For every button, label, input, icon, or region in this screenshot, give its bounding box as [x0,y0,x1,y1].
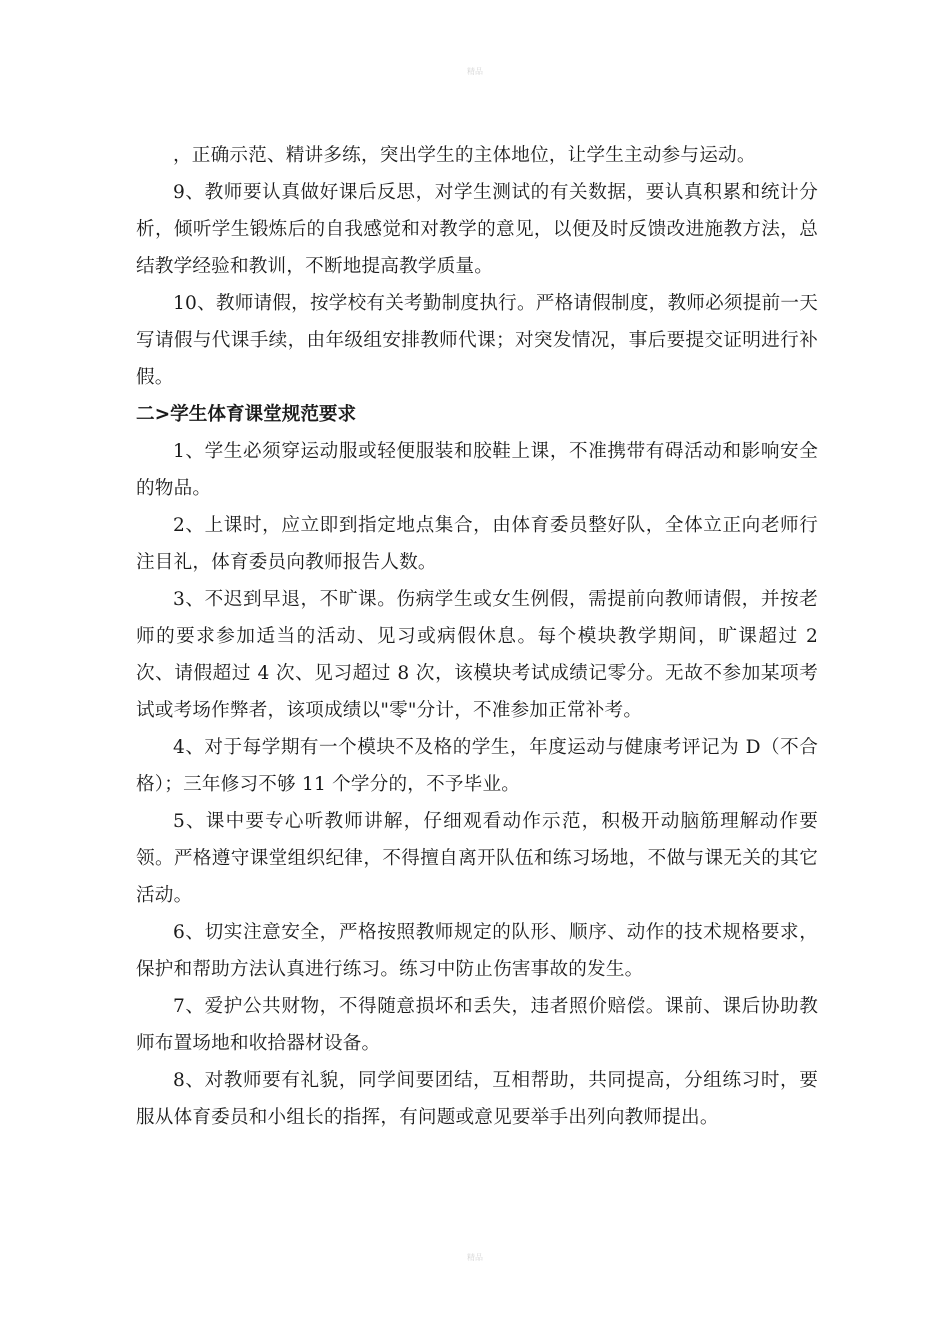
paragraph: 5、课中要专心听教师讲解，仔细观看动作示范，积极开动脑筋理解动作要领。严格遵守课堂组织纪律，不得擅自离开队伍和练习场地，不做与课无关的其它活动。 [136,811,818,906]
footer-watermark: 精品 [467,1253,483,1262]
paragraph: 3、不迟到早退，不旷课。伤病学生或女生例假，需提前向教师请假，并按老师的要求参加适当的活动、见习或病假休息。每个模块教学期间，旷课超过 2 次、请假超过 4 次、见习超过 8 次，该模块考试成绩记零分。无故不参加某项考试或考场作弊者，该项成绩以"零"分计，不准参加正常补考。 [136,589,818,721]
paragraph: 9、教师要认真做好课后反思，对学生测试的有关数据，要认真积累和统计分析，倾听学生锻炼后的自我感觉和对教学的意见，以便及时反馈改进施教方法，总结教学经验和教训，不断地提高教学质量。 [136,182,818,277]
paragraph: 6、切实注意安全，严格按照教师规定的队形、顺序、动作的技术规格要求，保护和帮助方法认真进行练习。练习中防止伤害事故的发生。 [136,922,818,980]
document-body [136,137,818,1136]
paragraph: 4、对于每学期有一个模块不及格的学生，年度运动与健康考评记为 D（不合格）；三年修习不够 11 个学分的，不予毕业。 [136,737,818,795]
section-heading: 二>学生体育课堂规范要求 [136,404,357,425]
paragraph: 7、爱护公共财物，不得随意损坏和丢失，违者照价赔偿。课前、课后协助教师布置场地和收拾器材设备。 [136,996,818,1054]
paragraph: 1、学生必须穿运动服或轻便服装和胶鞋上课，不准携带有碍活动和影响安全的物品。 [136,441,818,499]
paragraph: 10、教师请假，按学校有关考勤制度执行。严格请假制度，教师必须提前一天写请假与代课手续，由年级组安排教师代课；对突发情况，事后要提交证明进行补假。 [136,293,818,388]
header-watermark: 精品 [467,67,483,76]
paragraph: 2、上课时，应立即到指定地点集合，由体育委员整好队，全体立正向老师行注目礼，体育委员向教师报告人数。 [136,515,818,573]
paragraph: 8、对教师要有礼貌，同学间要团结，互相帮助，共同提高，分组练习时，要服从体育委员和小组长的指挥，有问题或意见要举手出列向教师提出。 [136,1070,818,1128]
paragraph: ，正确示范、精讲多练，突出学生的主体地位，让学生主动参与运动。 [173,145,756,166]
